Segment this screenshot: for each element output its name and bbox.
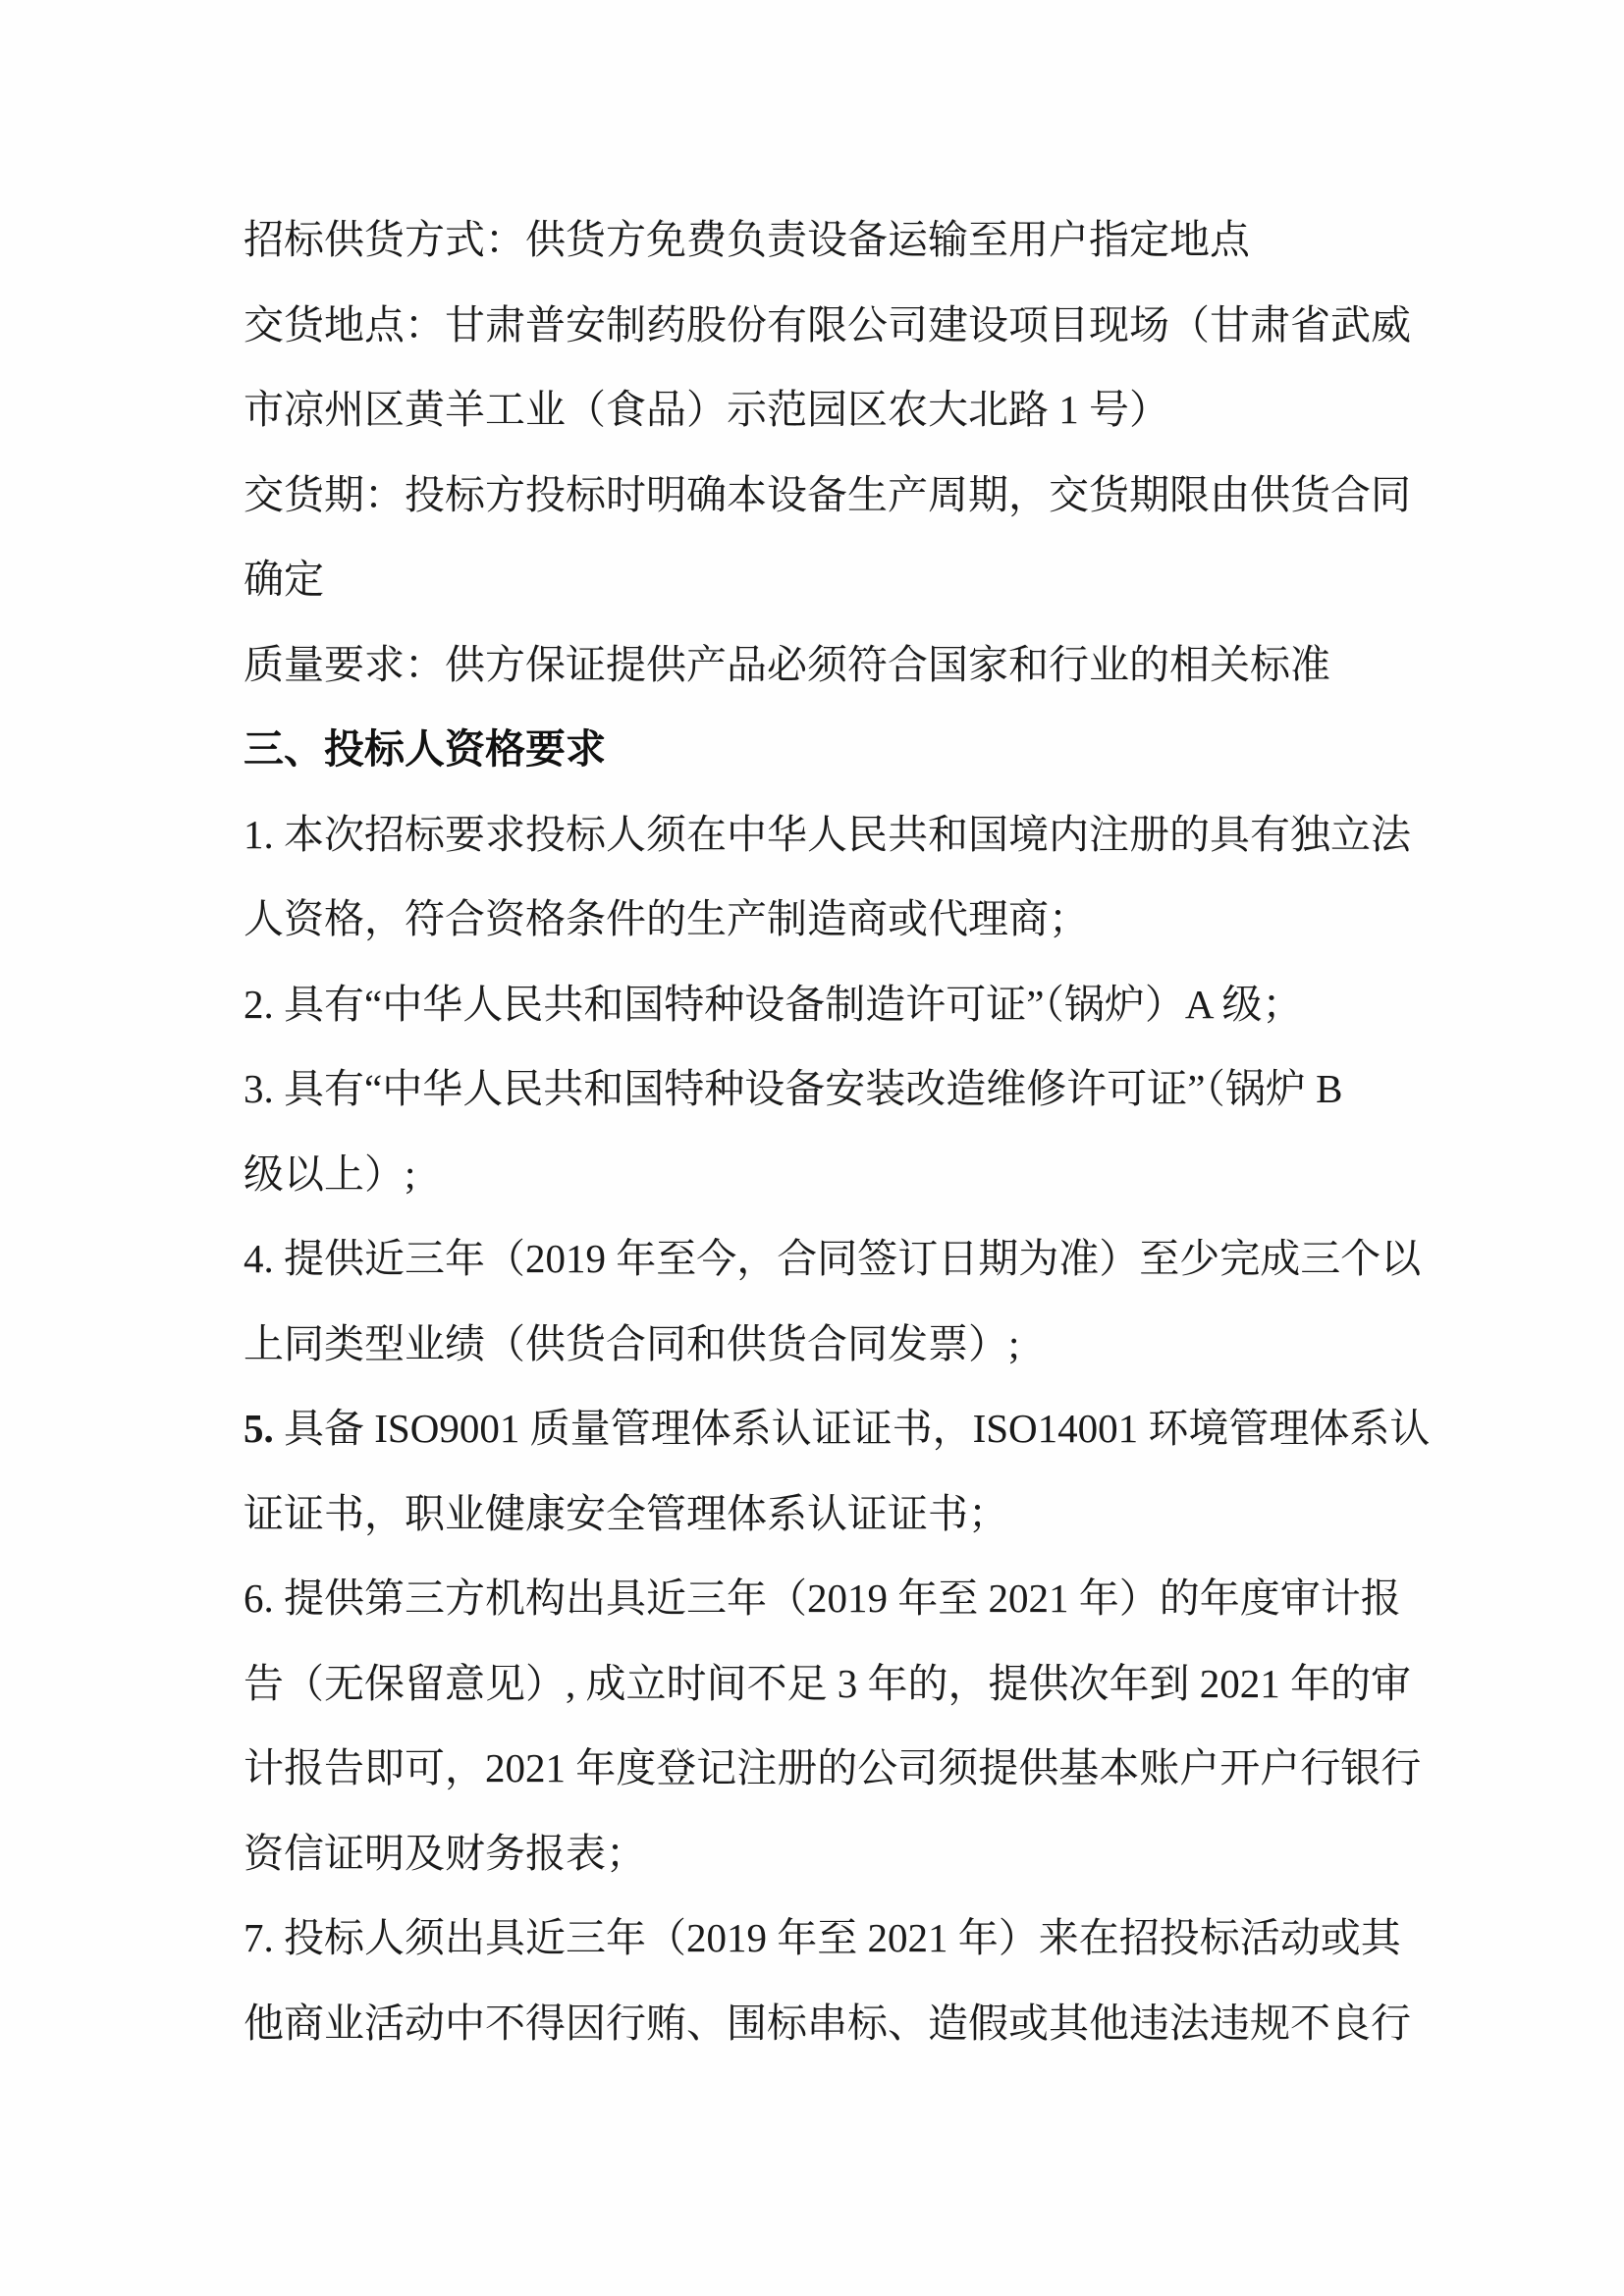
doc-line-item3-1: 3. 具有“中华人民共和国特种设备安装改造维修许可证”（锅炉 B — [244, 1066, 1343, 1111]
doc-line-item5-1 — [244, 1386, 1431, 1471]
item5-text: 具备 ISO9001 质量管理体系认证证书，ISO14001 环境管理体系认 — [273, 1406, 1431, 1451]
section-heading-bidder-qualification: 三、投标人资格要求 — [244, 726, 606, 772]
doc-line-delivery-place-2: 市凉州区黄羊工业（食品）示范园区农大北路 1 号） — [244, 387, 1169, 432]
doc-line-item6-3: 计报告即可，2021 年度登记注册的公司须提供基本账户开户行银行 — [244, 1745, 1422, 1790]
doc-line-item6-2: 告（无保留意见）, 成立时间不足 3 年的，提供次年到 2021 年的审 — [244, 1660, 1411, 1706]
document-text-block — [244, 197, 1431, 2065]
doc-line-quality-req: 质量要求：供方保证提供产品必须符合国家和行业的相关标准 — [244, 641, 1330, 687]
doc-line-item5-2: 证证书，职业健康安全管理体系认证证书； — [244, 1490, 1008, 1536]
doc-line-item7-2: 他商业活动中不得因行贿、围标串标、造假或其他违法违规不良行 — [244, 2000, 1411, 2046]
doc-line-supply-method: 招标供货方式：供货方免费负责设备运输至用户指定地点 — [244, 217, 1250, 262]
item5-number: 5. — [244, 1406, 274, 1451]
doc-line-item3-2: 级以上）; — [244, 1150, 416, 1197]
doc-line-delivery-term-2: 确定 — [244, 557, 324, 602]
doc-line-item1-2: 人资格，符合资格条件的生产制造商或代理商； — [244, 896, 1089, 941]
doc-line-delivery-place-1: 交货地点：甘肃普安制药股份有限公司建设项目现场（甘肃省武威 — [244, 301, 1411, 347]
doc-line-item1-1: 1. 本次招标要求投标人须在中华人民共和国境内注册的具有独立法 — [244, 811, 1411, 857]
doc-line-item4-2: 上同类型业绩（供货合同和供货合同发票）; — [244, 1320, 1020, 1366]
doc-line-delivery-term-1: 交货期：投标方投标时明确本设备生产周期，交货期限由供货合同 — [244, 471, 1411, 517]
doc-line-item7-1: 7. 投标人须出具近三年（2019 年至 2021 年）来在招投标活动或其 — [244, 1915, 1401, 1960]
doc-line-item4-1: 4. 提供近三年（2019 年至今，合同签订日期为准）至少完成三个以 — [244, 1236, 1422, 1281]
doc-line-item2: 2. 具有“中华人民共和国特种设备制造许可证”（锅炉）A 级； — [244, 981, 1303, 1027]
doc-line-item6-1: 6. 提供第三方机构出具近三年（2019 年至 2021 年）的年度审计报 — [244, 1575, 1401, 1621]
doc-line-item6-4: 资信证明及财务报表； — [244, 1830, 646, 1876]
